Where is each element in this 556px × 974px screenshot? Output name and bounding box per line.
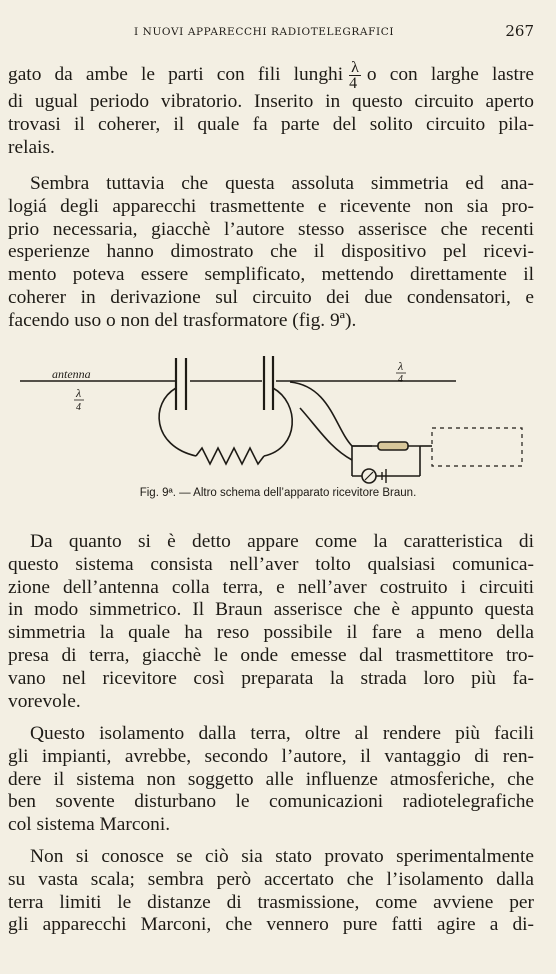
paragraph-3 (8, 531, 534, 713)
paragraph-2-line: logiá degli apparecchi trasmettente e ricevente non sia pro- (8, 195, 534, 217)
paragraph-2-line: prio necessaria, giacchè l’autore stesso asserisce che recenti (8, 218, 534, 240)
paragraph-3-line: in modo simmetrico. Il Braun asserisce che è appunto questa (8, 599, 534, 621)
paragraph-4-line: col sistema Marconi. (8, 814, 171, 836)
paragraph-4-line: dere il sistema non soggetto alle influenze atmosferiche, che (8, 768, 534, 790)
fraction-numerator: λ (351, 59, 359, 76)
label-four-left: 4 (76, 402, 81, 413)
loop-wire-right (264, 388, 292, 456)
paragraph-2-line: esperienze hanno dimostrato che il dispositivo pel ricevi- (8, 241, 534, 263)
label-four-right: 4 (398, 374, 403, 385)
paragraph-3-line: presa di terra, giacchè le onde emesse dal trasmettitore tro- (8, 644, 534, 666)
paragraph-4-line: gli impianti, avrebbe, secondo l’autore, il vantaggio di ren- (8, 745, 534, 767)
paragraph-2 (8, 173, 534, 333)
paragraph-4-line: ben sovente disturbano le comunicazioni radiotelegrafiche (8, 791, 534, 813)
paragraph-3-line: zione dell’antenna colla terra, e nell’aver costruito i circuiti (8, 576, 534, 598)
paragraph-2-line: Sembra tuttavia che questa assoluta simmetria ed ana- (30, 173, 534, 194)
derivation-wire-top (290, 382, 372, 446)
page-header (0, 22, 556, 42)
fraction-lambda-over-four (349, 60, 361, 91)
paragraph-5-line: terra limiti le distanze di trasmissione, come avviene per (8, 891, 534, 913)
label-lambda-right: λ (398, 359, 404, 373)
paragraph-3-line: simmetria la quale ha reso possibile il fare a meno della (8, 622, 534, 644)
paragraph-1-line-3: trovasi il coherer, il quale fa parte del solito circuito pila- (8, 113, 534, 135)
paragraph-1 (8, 60, 534, 159)
paragraph-2-line: facendo uso o non del trasformatore (fig. 9ª). (8, 309, 357, 331)
figure-caption: Fig. 9ª. — Altro schema dell’apparato ricevitore Braun. (139, 487, 417, 499)
page-number: 267 (505, 22, 534, 40)
label-lambda-left: λ (76, 386, 82, 400)
paragraph-1-line-2: di ugual periodo vibratorio. Inserito in questo circuito aperto (8, 91, 534, 112)
text-run: o con larghe lastre (366, 63, 535, 85)
paragraph-5-line: su vasta scala; sembra però accertato che l’isolamento dalla (8, 868, 534, 890)
circuit-diagram (0, 348, 556, 488)
paragraph-3-line: vano nel ricevitore così preparata la strada loro più fa- (8, 667, 534, 689)
paragraph-4 (8, 723, 534, 837)
paragraph-5-line: Non si conosce se ciò sia stato provato sperimentalmente (30, 846, 534, 867)
running-head: I NUOVI APPARECCHI RADIOTELEGRAFICI (134, 26, 395, 38)
loop-wire-left (159, 388, 196, 456)
paragraph-3-line: vorevole. (8, 690, 81, 712)
paragraph-1-line-1 (8, 60, 534, 91)
fraction-denominator: 4 (349, 75, 358, 92)
paragraph-4-line: Questo isolamento dalla terra, oltre al rendere più facili (30, 723, 534, 744)
figure-9a (0, 348, 556, 498)
label-antenna: antenna (52, 367, 91, 381)
paragraph-5 (8, 846, 534, 937)
paragraph-2-line: mento poteva essere semplificato, mettendo direttamente il (8, 264, 534, 286)
coherer-tube (378, 442, 408, 450)
resistor-zigzag (196, 448, 264, 464)
paragraph-5-line: gli apparecchi Marconi, che vennero pure fatti agire a di- (8, 914, 534, 936)
text-run: gato da ambe le parti con fili lunghi (8, 63, 344, 85)
paragraph-3-line: questo sistema consista nell’aver tolto qualsiasi comunica- (8, 553, 534, 575)
relay-box-dashed (432, 428, 522, 466)
paragraph-2-line: coherer in derivazione sul circuito dei due condensatori, e (8, 286, 534, 308)
paragraph-1-line-4: relais. (8, 136, 55, 158)
paragraph-3-line: Da quanto si è detto appare come la caratteristica di (30, 531, 534, 552)
